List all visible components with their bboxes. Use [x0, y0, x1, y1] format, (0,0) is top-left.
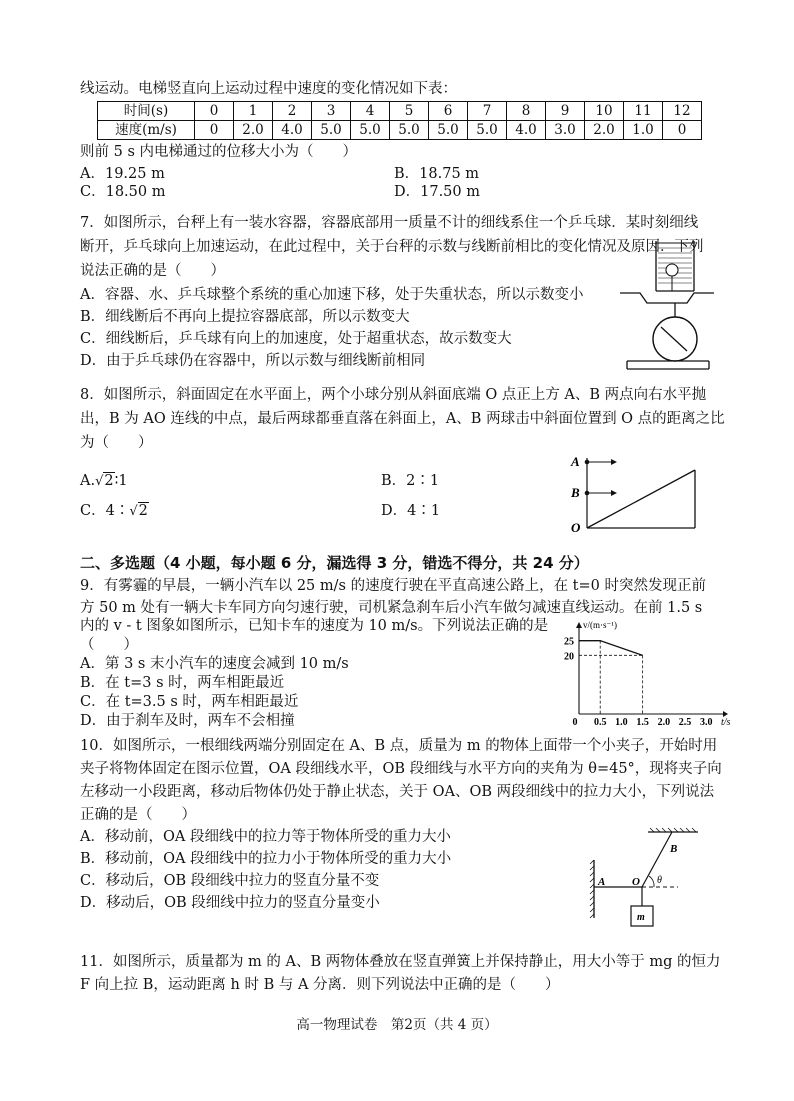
- label-theta: θ: [657, 875, 662, 886]
- q10-line1: 10．如图所示，一根细线两端分别固定在 A、B 点，质量为 m 的物体上面带一个小夹子，开始时用: [80, 738, 718, 754]
- label-a: A: [571, 454, 580, 469]
- speed-cell: 3.0: [546, 121, 585, 140]
- time-cell: 6: [429, 102, 468, 121]
- time-cell: 0: [195, 102, 234, 121]
- q7-line1: 7．如图所示，台秤上有一装水容器，容器底部用一质量不计的细线系住一个乒乓球．某时刻细线: [80, 215, 699, 231]
- q8-option-c: C．4∶√2: [80, 503, 148, 519]
- speed-table: [97, 101, 702, 140]
- time-cell: 5: [390, 102, 429, 121]
- speed-cell: 2.0: [234, 121, 273, 140]
- chart-series: [579, 641, 643, 656]
- time-cell: 11: [624, 102, 663, 121]
- speed-cell: 5.0: [429, 121, 468, 140]
- q9-line2: 方 50 m 处有一辆大卡车同方向匀速行驶，司机紧急刹车后小汽车做匀减速直线运动。在前 1.5 s: [80, 600, 703, 616]
- time-cell: 4: [351, 102, 390, 121]
- q6-option-d: D．17.50 m: [394, 184, 480, 200]
- q8-line1: 8．如图所示，斜面固定在水平面上，两个小球分别从斜面底端 O 点正上方 A、B 两点向右水平抛: [80, 387, 707, 403]
- time-cell: 8: [507, 102, 546, 121]
- q9-line4: （ ）: [80, 637, 138, 653]
- q8-option-a-prefix: A.: [80, 473, 96, 489]
- chart-axes: [576, 622, 728, 717]
- q8-option-a-suffix: ∶1: [114, 473, 128, 489]
- q6-option-b: B．18.75 m: [394, 166, 480, 182]
- x-tick-label: 3.0: [700, 717, 713, 728]
- speed-cell: 5.0: [468, 121, 507, 140]
- ball-a: [585, 460, 590, 465]
- incline-surface: [587, 470, 695, 528]
- scale-diagram: [615, 235, 715, 375]
- q6-question: 则前 5 s 内电梯通过的位移大小为（ ）: [80, 144, 357, 160]
- q7-option-b: B．细线断后不再向上提拉容器底部，所以示数变大: [80, 309, 410, 325]
- time-header: 时间(s): [98, 102, 195, 121]
- x-tick-label: 2.5: [678, 717, 692, 728]
- time-cell: 9: [546, 102, 585, 121]
- time-cell: 10: [585, 102, 624, 121]
- label-a: A: [598, 876, 606, 888]
- speed-cell: 4.0: [507, 121, 546, 140]
- y-tick-label: 25: [564, 636, 574, 648]
- q7-line2: 断开，乒乓球向上加速运动，在此过程中，关于台秤的示数与线断前相比的变化情况及原因．下列: [80, 239, 704, 255]
- x-tick-label: 2.0: [657, 717, 671, 728]
- speed-header: 速度(m/s): [98, 121, 195, 140]
- q10-line3: 左移动一小段距离，移动后物体仍处于静止状态，关于 OA、OB 两段细线中的拉力大小，下列说法: [80, 784, 715, 800]
- label-o: O: [632, 876, 640, 888]
- q7-option-c: C．细线断后，乒乓球有向上的加速度，处于超重状态，故示数变大: [80, 331, 512, 347]
- speed-cell: 5.0: [390, 121, 429, 140]
- q10-line2: 夹子将物体固定在图示位置，OA 段细线水平，OB 段细线与水平方向的夹角为 θ=45°，现将夹子向: [80, 761, 722, 777]
- q8-option-a: A.√2∶1: [80, 473, 128, 489]
- q7-option-a: A．容器、水、乒乓球整个系统的重心加速下移，处于失重状态，所以示数变小: [80, 287, 584, 303]
- time-cell: 7: [468, 102, 507, 121]
- q9-option-b: B．在 t=3 s 时，两车相距最近: [80, 675, 285, 691]
- q10-option-c: C．移动后，OB 段细线中拉力的竖直分量不变: [80, 873, 380, 889]
- q7-line3: 说法正确的是（ ）: [80, 263, 225, 279]
- y-axis-arrow: [576, 622, 582, 628]
- q10-option-b: B．移动前，OA 段细线中的拉力小于物体所受的重力大小: [80, 851, 452, 867]
- label-m: m: [637, 912, 645, 923]
- label-b: B: [670, 843, 678, 855]
- label-b: B: [571, 485, 580, 500]
- q8-option-c-prefix: C．4∶: [80, 503, 130, 519]
- speed-cell: 5.0: [351, 121, 390, 140]
- speed-cell: 4.0: [273, 121, 312, 140]
- q10-option-d: D．移动后，OB 段细线中拉力的竖直分量变小: [80, 895, 380, 911]
- q6-option-c: C．18.50 m: [80, 184, 166, 200]
- time-cell: 2: [273, 102, 312, 121]
- time-cell: 3: [312, 102, 351, 121]
- x-tick-label: 1.0: [615, 717, 628, 728]
- speed-cell: 0: [195, 121, 234, 140]
- q8-option-a-radicand: 2: [104, 473, 114, 489]
- scale-dial: [653, 317, 697, 361]
- q9-option-a: A．第 3 s 末小汽车的速度会减到 10 m/s: [80, 656, 349, 672]
- incline-diagram: [565, 452, 705, 535]
- q8-option-d: D．4∶1: [381, 503, 441, 519]
- speed-cell: 5.0: [312, 121, 351, 140]
- series-line: [579, 641, 643, 656]
- y-tick-label: 20: [564, 651, 574, 663]
- q9-option-c: C．在 t=3.5 s 时，两车相距最近: [80, 694, 299, 710]
- x-tick-label: 0.5: [593, 717, 607, 728]
- q11-line2: F 向上拉 B，运动距离 h 时 B 与 A 分离．则下列说法中正确的是（ ）: [80, 977, 560, 993]
- x-tick-label: 1.5: [636, 717, 649, 728]
- q11-line1: 11．如图所示，质量都为 m 的 A、B 两物体叠放在竖直弹簧上并保持静止，用大小等于 mg 的恒力: [80, 954, 721, 970]
- x-axis-label: t/s: [721, 717, 731, 728]
- q9-option-d: D．由于刹车及时，两车不会相撞: [80, 713, 295, 729]
- q10-line4: 正确的是（ ）: [80, 807, 196, 823]
- y-axis-label: v/(m·s⁻¹): [583, 620, 617, 630]
- speed-row: [98, 121, 702, 140]
- vt-chart: [555, 618, 730, 730]
- q9-line3: 内的 v - t 图象如图所示，已知卡车的速度为 10 m/s。下列说法正确的是: [80, 618, 549, 634]
- time-cell: 12: [663, 102, 702, 121]
- speed-cell: 2.0: [585, 121, 624, 140]
- q8-option-c-radicand: 2: [138, 503, 148, 519]
- ball-b: [585, 491, 590, 496]
- ping-pong-ball: [666, 264, 678, 276]
- time-cell: 1: [234, 102, 273, 121]
- time-row: [98, 102, 702, 121]
- q6-option-a: A．19.25 m: [80, 166, 165, 182]
- x-tick-label: 0: [572, 717, 578, 728]
- q8-option-b: B．2∶1: [381, 473, 440, 489]
- q10-option-a: A．移动前，OA 段细线中的拉力等于物体所受的重力大小: [80, 829, 451, 845]
- string-diagram: [580, 828, 710, 933]
- speed-cell: 1.0: [624, 121, 663, 140]
- q8-line3: 为（ ）: [80, 435, 153, 451]
- q6-intro: 线运动。电梯竖直向上运动过程中速度的变化情况如下表：: [80, 81, 457, 97]
- page-footer: 高一物理试卷 第2页（共 4 页）: [296, 1017, 498, 1033]
- label-o: O: [571, 520, 581, 535]
- q7-option-d: D．由于乒乓球仍在容器中，所以示数与细线断前相同: [80, 353, 426, 369]
- q9-line1: 9．有雾霾的早晨，一辆小汽车以 25 m/s 的速度行驶在平直高速公路上，在 t=0 时突然发现正前: [80, 578, 706, 594]
- q8-line2: 出，B 为 AO 连线的中点，最后两球都垂直落在斜面上，A、B 两球击中斜面位置到 O 点的距离之比: [80, 411, 725, 427]
- section-title: 二、多选题（4 小题，每小题 6 分，漏选得 3 分，错选不得分，共 24 分）: [80, 554, 589, 572]
- speed-cell: 0: [663, 121, 702, 140]
